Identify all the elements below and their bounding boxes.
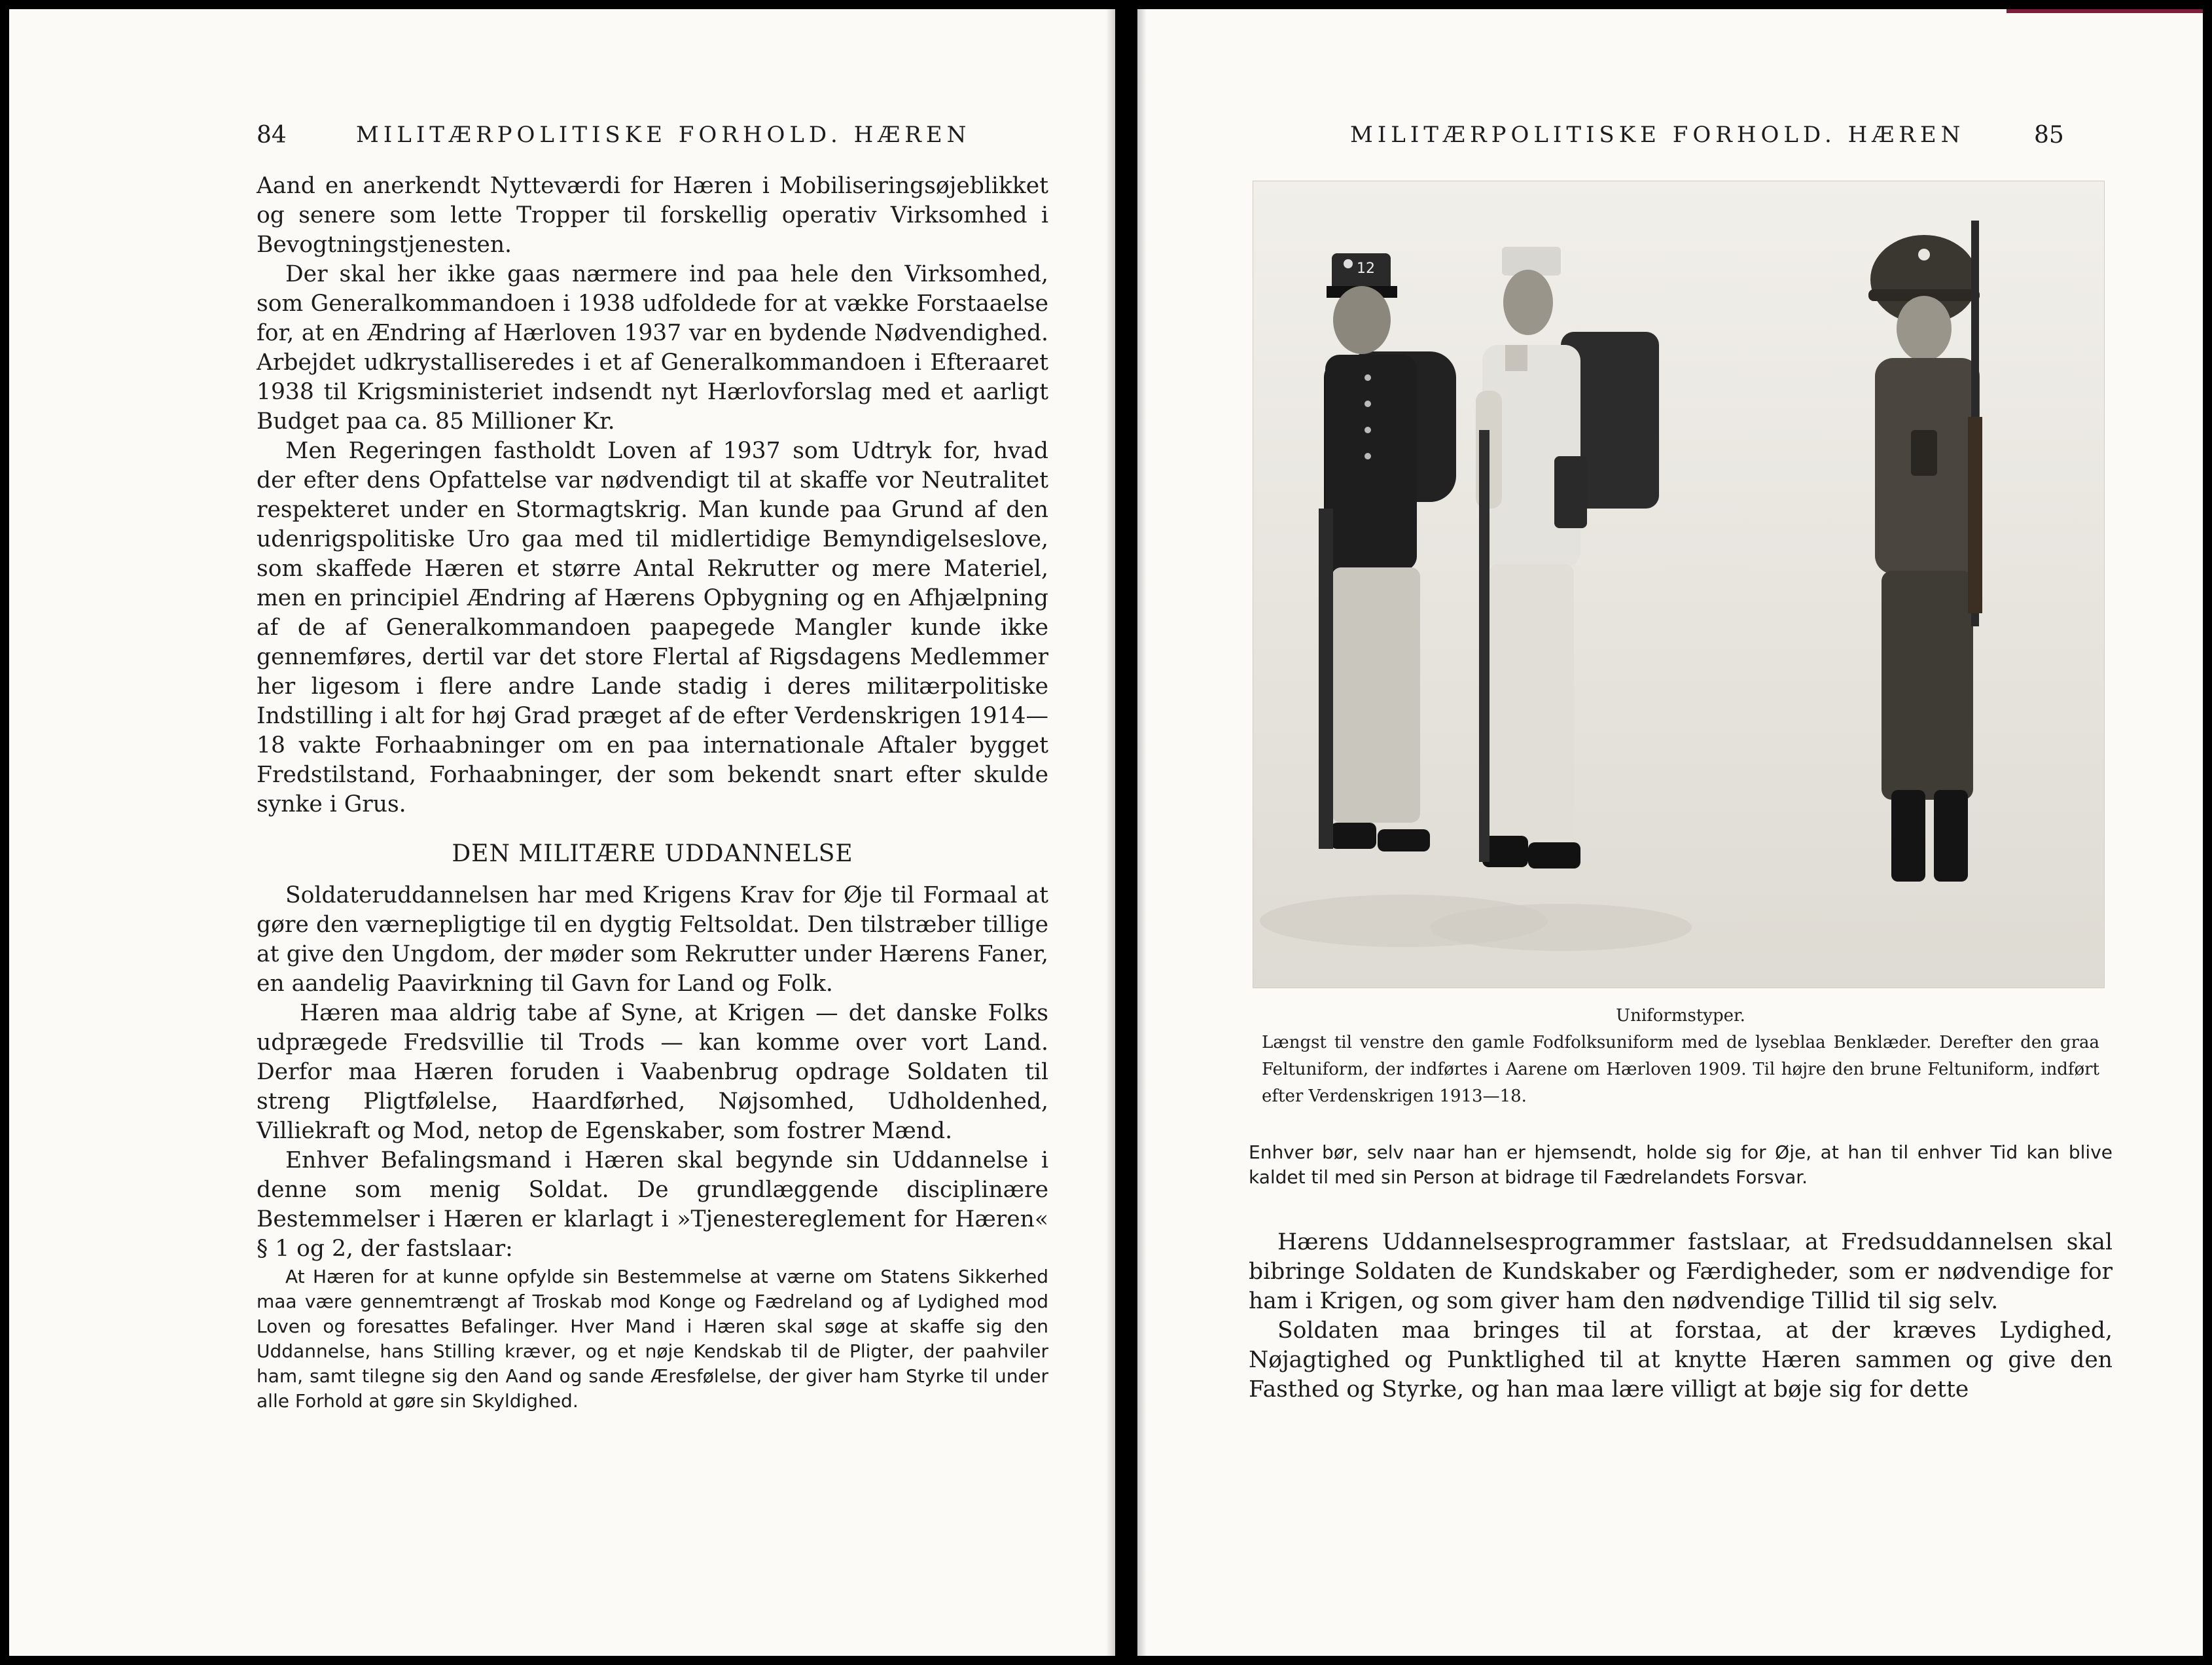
edge-mark (2007, 9, 2203, 13)
paragraph: Hæren maa aldrig tabe af Syne, at Krigen — det danske Folks udprægede Fredsvillie til Trods — kan komme over vort Land. Derfor maa Hæren foruden i Vaabenbrug opdrage Soldaten til streng Pligtfølelse, Haardførhed, Nøjsomhed, Udholdenhed, Villiekraft og Mod, netop de Egenskaber, som fostrer Mænd. (257, 1000, 1048, 1144)
quote-block (257, 1264, 1048, 1414)
paragraph: Hærens Uddannelsesprogrammer fastslaar, at Fredsuddannelsen skal bibringe Soldaten de Kundskaber og Færdigheder, som er nødvendige for ham i Krigen, og som giver ham den nødvendige Tillid til sig selv. (1249, 1229, 2113, 1314)
paragraph: Enhver bør, selv naar han er hjemsendt, holde sig for Øje, at han til enhver Tid kan blive kaldet til med sin Person at bidrage til Fædrelandets Forsvar. (1249, 1141, 2113, 1188)
uniform-figures (1253, 181, 2104, 988)
helmet-badge-icon (1918, 249, 1930, 260)
paragraph: Soldaten maa bringes til at forstaa, at der kræves Lydighed, Nøjagtighed og Punktlighed til at knytte Hæren sammen og give den Fasthed og Styrke, og han maa lære villigt at bøje sig for dette (1249, 1317, 2113, 1403)
cap-badge-number: 12 (1357, 260, 1375, 277)
page-number: 84 (257, 122, 287, 149)
body-text (257, 171, 1048, 819)
section-heading: DEN MILITÆRE UDDANNELSE (452, 840, 853, 867)
paragraph: Men Regeringen fastholdt Loven af 1937 som Udtryk for, hvad der efter dens Opfattelse var nødvendigt til at skaffe vor Neutralitet respekteret under en Stormagtskrig. Man kunde paa Grund af den udenrigspolitiske Uro gaa med til midlertidige Bemyndigelseslove, som skaffede Hæren et større Antal Rekrutter og mere Materiel, men en principiel Ændring af Hærens Opbygning og en Afhjælpning af de af Generalkommandoen paapegede Mangler kunde ikke gennemføres, dertil var det store Flertal af Rigsdagens Medlemmer her ligesom i flere andre Lande stadig i deres militærpolitiske Indstilling i alt for høj Grad præget af de efter Verdenskrigen 1914—18 vakte Forhaabninger om en paa internationale Aftaler bygget Fredstilstand, Forhaabninger, der som bekendt snart efter skulde synke i Grus. (257, 438, 1048, 817)
section-body (257, 881, 1048, 1264)
section (257, 840, 1048, 867)
paragraph: Der skal her ikke gaas nærmere ind paa hele den Virksomhed, som Generalkommandoen i 1938 udfoldede for at vække Forstaaelse for, at en Ændring af Hærloven 1937 var en bydende Nødvendighed. Arbejdet udkrystalliseredes i et af Generalkommandoen i Efteraaret 1938 til Krigsministeriet indsendt nyt Hærlovforslag med et aarligt Budget paa ca. 85 Millioner Kr. (257, 261, 1048, 435)
figure-caption (1249, 1003, 2113, 1110)
cap-badge-icon (1344, 259, 1353, 268)
body-text (1249, 1228, 2113, 1405)
caption-text: Længst til venstre den gamle Fodfolksuniform med de lyseblaa Benklæder. Derefter den graa Feltuniform, der indførtes i Aarene om Hærloven 1909. Til højre den brune Feltuniform, indført efter Verdenskrigen 1913—18. (1262, 1033, 2099, 1106)
paragraph: Aand en anerkendt Nytteværdi for Hæren i Mobiliseringsøjeblikket og senere som lette Tropper til forskellig operativ Virksomhed i Bevogtningstjenesten. (257, 173, 1048, 258)
paragraph: Enhver Befalingsmand i Hæren skal begynde sin Uddannelse i denne som menig Soldat. De grundlæggende disciplinære Bestemmelser i Hæren er klarlagt i »Tjenestereglement for Hæren« § 1 og 2, der fastslaar: (257, 1147, 1048, 1262)
uniform-illustration (1253, 181, 2105, 988)
page-number: 85 (2034, 122, 2064, 149)
quote-text: At Hæren for at kunne opfylde sin Bestemmelse at værne om Statens Sikkerhed maa være gennemtrængt af Troskab mod Konge og Fædreland og af Lydighed mod Loven og foresattes Befalinger. Hver Mand i Hæren skal søge at skaffe sig den Uddannelse, hans Stilling kræver, og et nøje Kendskab til de Pligter, der paahviler ham, samt tilegne sig den Aand og sande Æresfølelse, der giver ham Styrke til under alle Forhold at gøre sin Skyldighed. (257, 1266, 1048, 1412)
running-header: MILITÆRPOLITISKE FORHOLD. HÆREN (356, 122, 971, 148)
left-page (9, 9, 1115, 1656)
body-text (1249, 1140, 2113, 1190)
caption-title: Uniformstyper. (1616, 1006, 1745, 1026)
running-header: MILITÆRPOLITISKE FORHOLD. HÆREN (1350, 122, 1965, 148)
paragraph: Soldateruddannelsen har med Krigens Krav for Øje til Formaal at gøre den værnepligtige til en dygtig Feltsoldat. Den tilstræber tillige at give den Ungdom, der møder som Rekrutter under Hærens Faner, en aandelig Paavirkning til Gavn for Land og Folk. (257, 882, 1048, 997)
